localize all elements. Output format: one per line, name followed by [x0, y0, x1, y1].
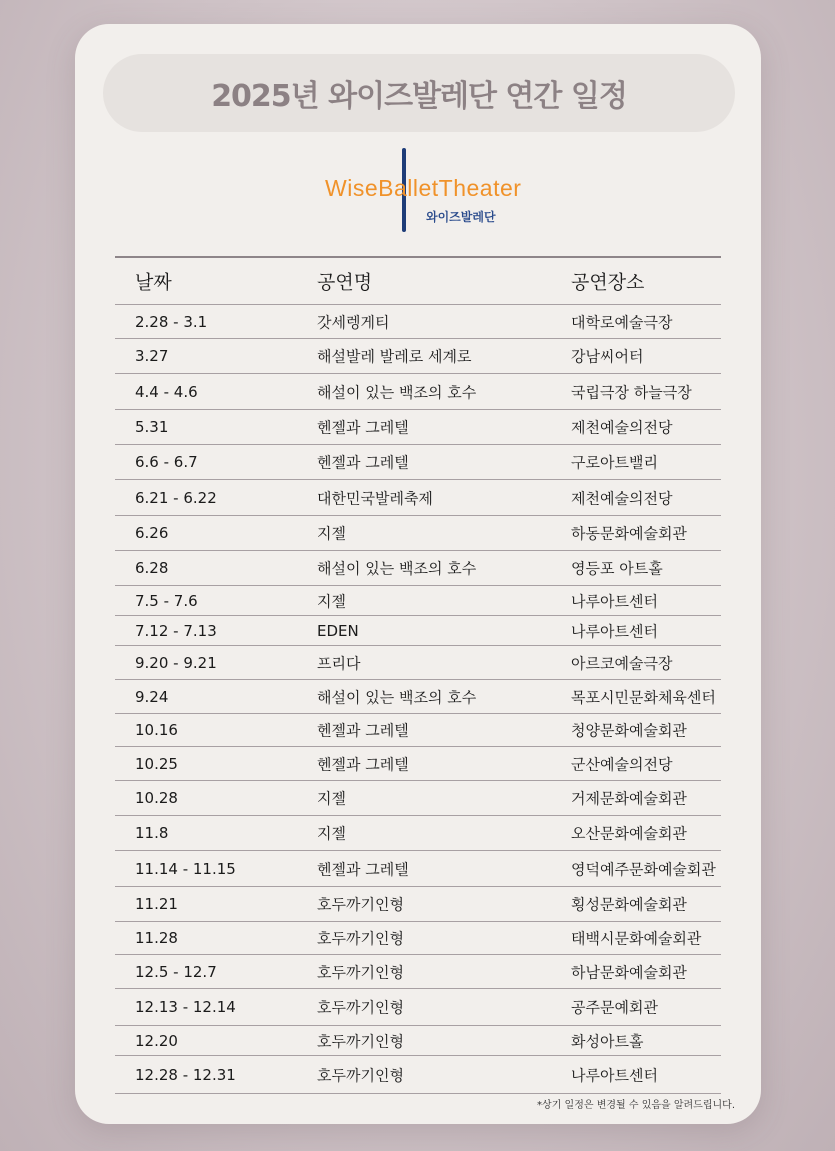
row-venue: 오산문화예술회관	[571, 824, 687, 843]
title-banner	[103, 54, 735, 132]
row-performance: 헨젤과 그레텔	[317, 755, 409, 773]
row-venue: 청양문화예술회관	[571, 721, 687, 740]
row-date: 9.24	[135, 687, 169, 706]
table-header-row	[115, 258, 721, 305]
table-row	[115, 339, 721, 374]
row-date: 12.20	[135, 1031, 178, 1050]
page-title: 2025년 와이즈발레단 연간 일정	[211, 79, 627, 114]
row-date: 5.31	[135, 418, 169, 436]
table-row	[115, 816, 721, 851]
logo-korean-text: 와이즈발레단	[426, 210, 496, 224]
row-venue: 목포시민문화체육센터	[571, 688, 716, 706]
row-performance: 대한민국발레축제	[317, 489, 433, 507]
row-venue: 거제문화예술회관	[571, 789, 687, 808]
row-performance: EDEN	[317, 621, 359, 640]
row-performance: 헨젤과 그레텔	[317, 860, 409, 878]
row-date: 9.20 - 9.21	[135, 653, 217, 672]
row-performance: 지젤	[317, 824, 346, 843]
table-row	[115, 1026, 721, 1056]
row-performance: 해설이 있는 백조의 호수	[317, 559, 477, 578]
row-venue: 대학로예술극장	[571, 313, 673, 331]
row-venue: 군산예술의전당	[571, 755, 673, 773]
table-row	[115, 781, 721, 816]
row-venue: 국립극장 하늘극장	[571, 383, 692, 401]
row-venue: 나루아트센터	[571, 1066, 658, 1084]
header-date: 날짜	[135, 271, 172, 294]
row-venue: 강남씨어터	[571, 347, 644, 366]
table-row	[115, 989, 721, 1026]
row-performance: 호두까기인형	[317, 1032, 404, 1050]
row-performance: 지젤	[317, 592, 346, 610]
row-performance: 갓세렝게티	[317, 313, 390, 331]
row-date: 6.21 - 6.22	[135, 488, 217, 507]
table-row	[115, 851, 721, 887]
row-date: 3.27	[135, 347, 169, 365]
row-date: 11.14 - 11.15	[135, 859, 236, 878]
table-row	[115, 922, 721, 955]
table-row	[115, 747, 721, 781]
table-row	[115, 646, 721, 680]
row-performance: 해설이 있는 백조의 호수	[317, 688, 477, 706]
row-venue: 화성아트홀	[571, 1032, 644, 1050]
row-venue: 횡성문화예술회관	[571, 895, 687, 914]
schedule-card	[75, 24, 761, 1124]
row-performance: 호두까기인형	[317, 929, 404, 948]
table-row	[115, 445, 721, 480]
table-row	[115, 616, 721, 646]
row-date: 11.28	[135, 929, 178, 947]
table-row	[115, 516, 721, 551]
row-date: 7.12 - 7.13	[135, 621, 217, 640]
row-date: 12.13 - 12.14	[135, 998, 236, 1016]
row-date: 12.5 - 12.7	[135, 962, 217, 981]
table-row	[115, 480, 721, 516]
row-date: 11.21	[135, 895, 178, 913]
schedule-table	[115, 256, 721, 1094]
row-venue: 영등포 아트홀	[571, 559, 663, 578]
row-date: 6.28	[135, 559, 169, 577]
table-row	[115, 680, 721, 714]
row-venue: 하동문화예술회관	[571, 524, 687, 543]
row-performance: 지젤	[317, 789, 346, 808]
header-performance: 공연명	[317, 271, 373, 294]
row-date: 7.5 - 7.6	[135, 591, 198, 610]
row-date: 6.26	[135, 524, 169, 542]
table-row	[115, 410, 721, 445]
row-date: 11.8	[135, 824, 169, 842]
row-performance: 프리다	[317, 654, 361, 672]
wise-ballet-logo	[323, 148, 522, 238]
row-performance: 해설발레 발레로 세계로	[317, 347, 472, 366]
row-performance: 호두까기인형	[317, 895, 404, 914]
row-performance: 헨젤과 그레텔	[317, 453, 409, 472]
table-row	[115, 551, 721, 586]
footnote: *상기 일정은 변경될 수 있음을 알려드립니다.	[537, 1100, 735, 1111]
row-venue: 하남문화예술회관	[571, 963, 687, 981]
row-venue: 영덕예주문화예술회관	[571, 860, 716, 878]
row-date: 2.28 - 3.1	[135, 312, 208, 331]
row-date: 10.25	[135, 754, 178, 773]
row-performance: 호두까기인형	[317, 998, 404, 1017]
table-row	[115, 586, 721, 616]
row-performance: 호두까기인형	[317, 963, 404, 981]
row-date: 10.16	[135, 721, 178, 739]
row-venue: 제천예술의전당	[571, 489, 673, 507]
row-venue: 아르코예술극장	[571, 654, 673, 672]
logo-english-text: WiseBalletTheater	[325, 175, 522, 201]
row-performance: 지젤	[317, 524, 346, 543]
row-venue: 나루아트센터	[571, 622, 658, 640]
row-venue: 나루아트센터	[571, 592, 658, 610]
row-date: 6.6 - 6.7	[135, 453, 198, 471]
table-row	[115, 374, 721, 410]
table-row	[115, 714, 721, 747]
row-performance: 해설이 있는 백조의 호수	[317, 383, 477, 401]
row-venue: 태백시문화예술회관	[571, 929, 702, 948]
row-date: 12.28 - 12.31	[135, 1065, 236, 1084]
header-venue: 공연장소	[571, 271, 645, 294]
table-row	[115, 887, 721, 922]
row-venue: 구로아트밸리	[571, 453, 658, 472]
table-row	[115, 955, 721, 989]
row-venue: 공주문예회관	[571, 998, 658, 1017]
table-row	[115, 305, 721, 339]
row-performance: 헨젤과 그레텔	[317, 418, 409, 437]
row-date: 10.28	[135, 789, 178, 807]
row-performance: 헨젤과 그레텔	[317, 721, 409, 740]
row-venue: 제천예술의전당	[571, 418, 673, 437]
row-performance: 호두까기인형	[317, 1066, 404, 1084]
table-row	[115, 1056, 721, 1094]
row-date: 4.4 - 4.6	[135, 382, 198, 401]
